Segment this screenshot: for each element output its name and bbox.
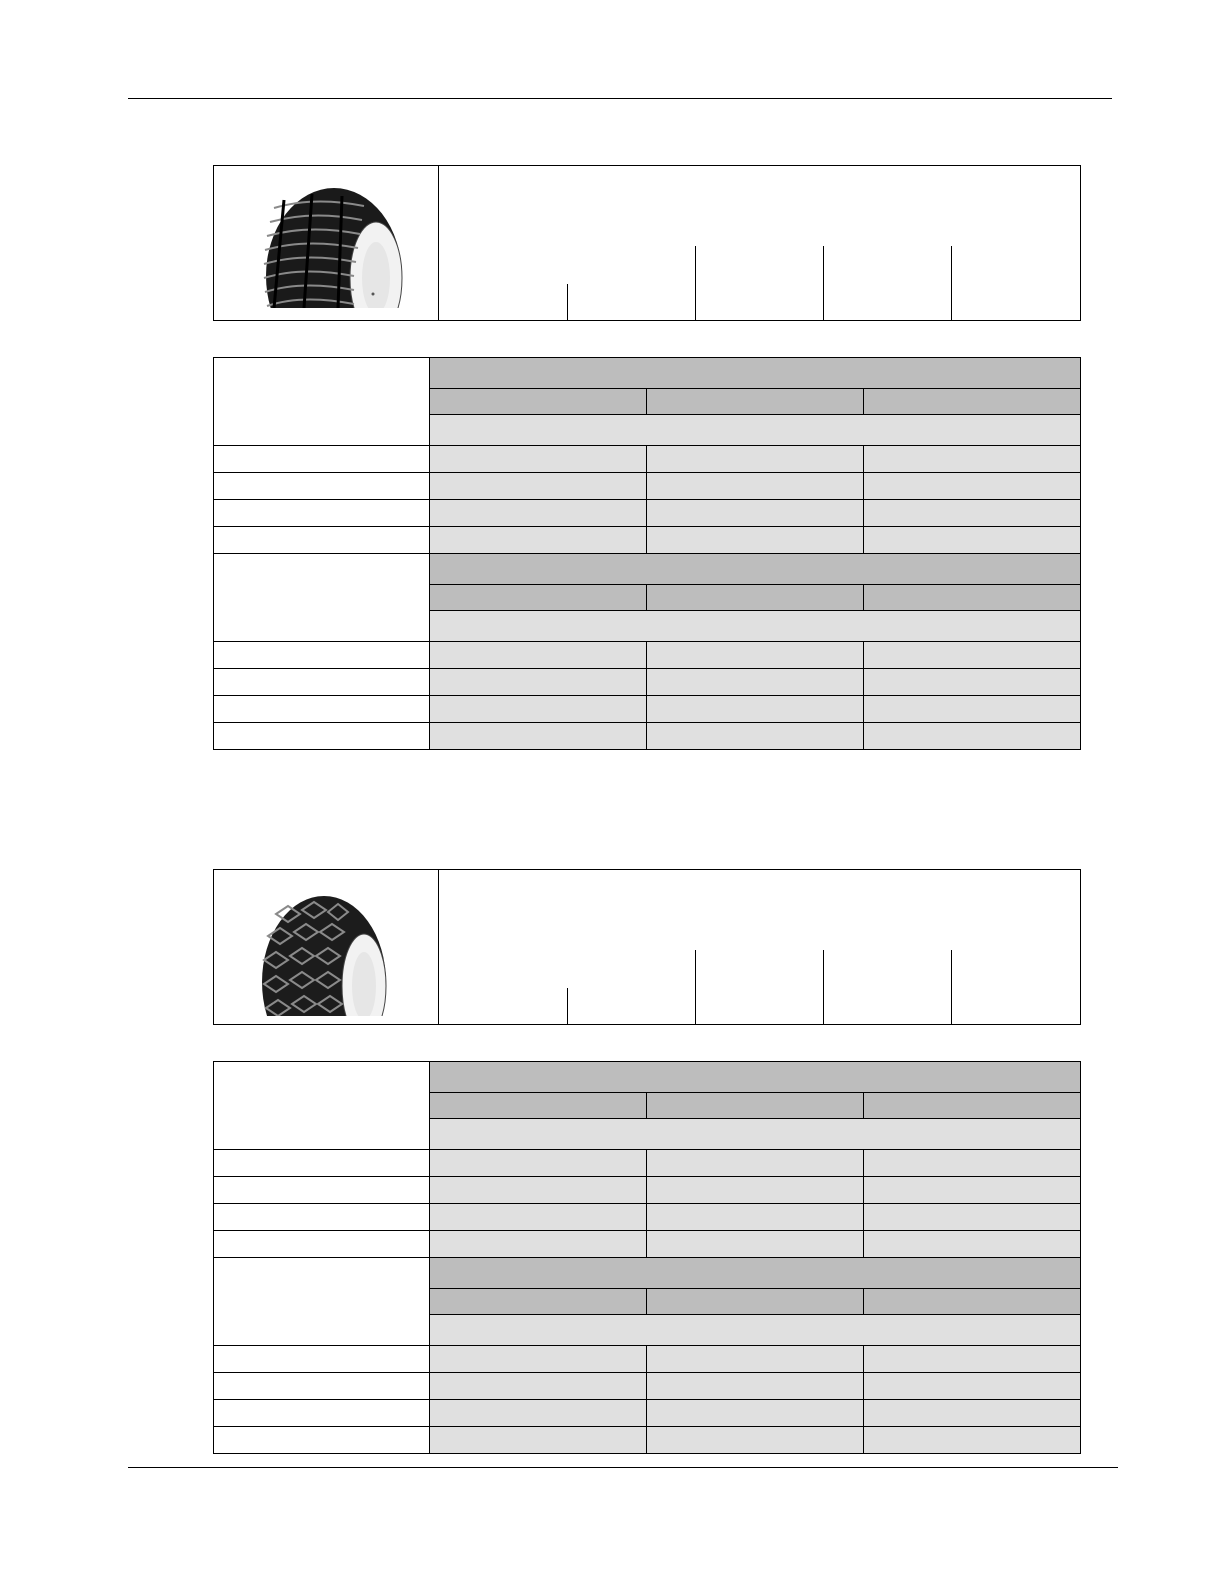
load-sub-header — [647, 585, 864, 611]
table-cell — [864, 1400, 1081, 1427]
load-sub-header — [647, 1093, 864, 1119]
table-cell — [864, 446, 1081, 473]
row-label — [214, 500, 430, 527]
table-cell — [864, 1177, 1081, 1204]
load-unit-row — [430, 611, 1081, 642]
table-cell — [864, 1346, 1081, 1373]
load-table-label-cell — [214, 1258, 430, 1346]
load-sub-header — [647, 1289, 864, 1315]
sub-header-cell — [952, 950, 1080, 988]
value-cell — [824, 284, 952, 320]
row-label — [214, 1150, 430, 1177]
table-cell — [647, 642, 864, 669]
group-header-cell-2a — [568, 870, 824, 950]
table-cell — [430, 446, 647, 473]
row-label — [214, 527, 430, 554]
table-cell — [647, 527, 864, 554]
table-cell — [647, 1346, 864, 1373]
table-cell — [647, 1177, 864, 1204]
table-cell — [430, 1346, 647, 1373]
table-cell — [647, 1150, 864, 1177]
tire-photo-1 — [214, 166, 439, 320]
group-header-cell-1b — [824, 166, 1080, 246]
table-cell — [864, 1204, 1081, 1231]
table-cell — [430, 642, 647, 669]
value-cell — [696, 284, 824, 320]
load-table-label-cell — [214, 554, 430, 642]
tire-photo-2 — [214, 870, 439, 1024]
size-header-cell-1 — [439, 166, 568, 284]
table-cell — [647, 1373, 864, 1400]
table-cell — [430, 1373, 647, 1400]
row-label — [214, 669, 430, 696]
load-group-header — [430, 1258, 1081, 1289]
table-cell — [864, 1150, 1081, 1177]
row-label — [214, 642, 430, 669]
load-table-label-cell — [214, 1062, 430, 1150]
load-sub-header — [430, 1289, 647, 1315]
table-cell — [864, 1231, 1081, 1258]
load-group-header — [430, 358, 1081, 389]
table-cell — [864, 642, 1081, 669]
value-cell — [952, 284, 1080, 320]
table-cell — [430, 696, 647, 723]
value-cell — [439, 284, 568, 320]
row-label — [214, 473, 430, 500]
load-sub-header — [647, 389, 864, 415]
tire-spec-table-2 — [213, 869, 1081, 1025]
load-unit-row — [430, 415, 1081, 446]
table-cell — [430, 1400, 647, 1427]
table-cell — [864, 1373, 1081, 1400]
load-sub-header — [864, 585, 1081, 611]
table-cell — [430, 723, 647, 750]
table-cell — [864, 500, 1081, 527]
row-label — [214, 1346, 430, 1373]
value-cell — [952, 988, 1080, 1024]
sub-header-cell — [568, 950, 696, 988]
row-label — [214, 723, 430, 750]
table-cell — [647, 1427, 864, 1454]
table-cell — [864, 1427, 1081, 1454]
table-cell — [647, 669, 864, 696]
load-group-header — [430, 1062, 1081, 1093]
load-sub-header — [430, 1093, 647, 1119]
table-cell — [647, 500, 864, 527]
table-cell — [647, 446, 864, 473]
table-cell — [430, 1427, 647, 1454]
row-label — [214, 1204, 430, 1231]
table-cell — [430, 500, 647, 527]
load-unit-row — [430, 1119, 1081, 1150]
load-sub-header — [864, 389, 1081, 415]
table-cell — [430, 1177, 647, 1204]
row-label — [214, 696, 430, 723]
table-cell — [430, 1204, 647, 1231]
sub-header-cell — [824, 950, 952, 988]
sub-header-cell — [824, 246, 952, 284]
value-cell — [696, 988, 824, 1024]
sub-header-cell — [568, 246, 696, 284]
table-cell — [430, 473, 647, 500]
load-sub-header — [864, 1289, 1081, 1315]
table-cell — [647, 1400, 864, 1427]
table-cell — [430, 669, 647, 696]
row-label — [214, 1400, 430, 1427]
table-cell — [647, 696, 864, 723]
row-label — [214, 1427, 430, 1454]
group-header-cell-1a — [568, 166, 824, 246]
value-cell — [824, 988, 952, 1024]
size-header-cell-2 — [439, 870, 568, 988]
table-cell — [430, 1231, 647, 1258]
table-cell — [864, 696, 1081, 723]
group-header-cell-2b — [824, 870, 1080, 950]
table-cell — [430, 527, 647, 554]
load-unit-row — [430, 1315, 1081, 1346]
row-label — [214, 1373, 430, 1400]
table-cell — [864, 473, 1081, 500]
header-rule — [128, 98, 1112, 99]
flotation-rib-tread-tire-icon — [254, 186, 404, 308]
sub-header-cell — [696, 950, 824, 988]
row-label — [214, 1231, 430, 1258]
load-group-header — [430, 554, 1081, 585]
tire-spec-table-1 — [213, 165, 1081, 321]
load-sub-header — [430, 585, 647, 611]
value-cell — [439, 988, 568, 1024]
sub-header-cell — [696, 246, 824, 284]
load-table-1 — [213, 357, 1081, 750]
table-cell — [864, 527, 1081, 554]
footer-rule — [128, 1467, 1118, 1468]
row-label — [214, 1177, 430, 1204]
value-cell — [568, 284, 696, 320]
load-sub-header — [430, 389, 647, 415]
table-cell — [864, 669, 1081, 696]
load-table-2 — [213, 1061, 1081, 1454]
table-cell — [864, 723, 1081, 750]
table-cell — [647, 1204, 864, 1231]
table-cell — [647, 723, 864, 750]
value-cell — [568, 988, 696, 1024]
turf-diamond-tread-tire-icon — [254, 890, 404, 1016]
table-cell — [647, 473, 864, 500]
sub-header-cell — [952, 246, 1080, 284]
row-label — [214, 446, 430, 473]
table-cell — [647, 1231, 864, 1258]
load-table-label-cell — [214, 358, 430, 446]
table-cell — [430, 1150, 647, 1177]
load-sub-header — [864, 1093, 1081, 1119]
